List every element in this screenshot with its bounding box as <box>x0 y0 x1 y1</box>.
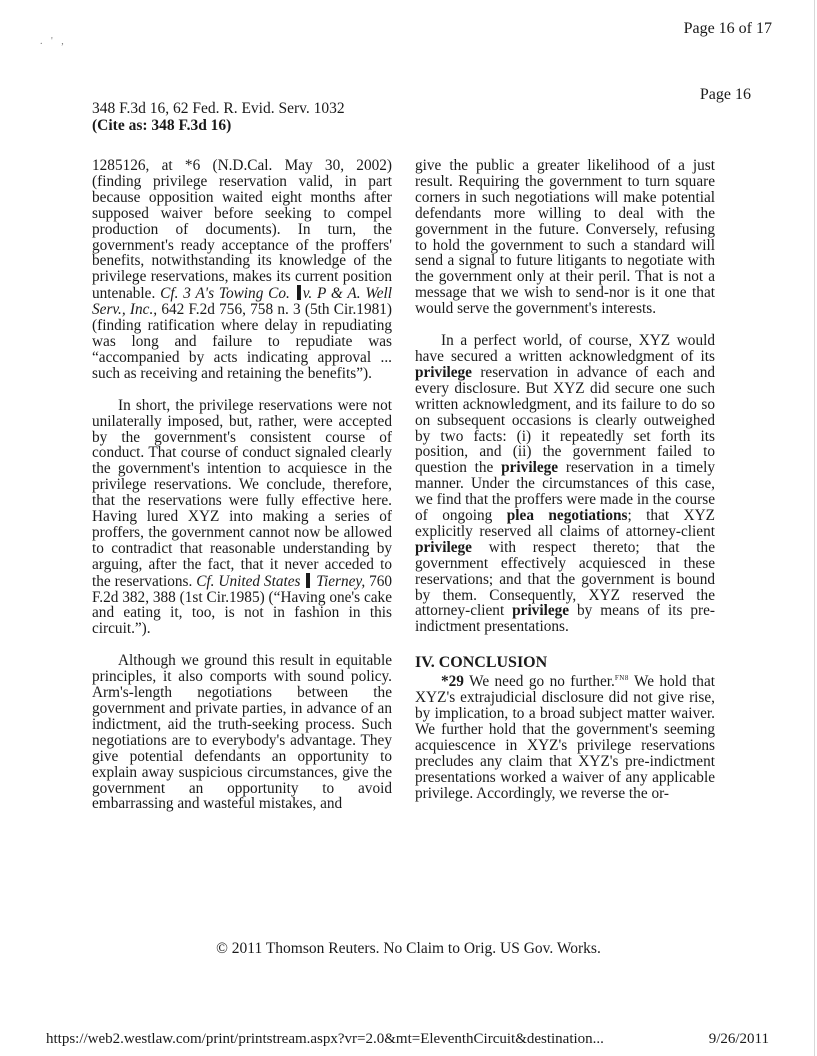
paragraph: give the public a greater likelihood of a just result. Requiring the government to turn square corners in such negotiations will make potential defendants more willing to deal with the government in the future. Conversely, refusing to hold the government to such a standard will send a signal to future litigants to negotiate with the government only at their peril. That is not a message that we wish to send-nor is it one that would serve the government's interests. <box>415 157 715 318</box>
reporter-citation: 348 F.3d 16, 62 Fed. R. Evid. Serv. 1032 <box>92 100 345 117</box>
print-url: https://web2.westlaw.com/print/printstream.aspx?vr=2.0&mt=EleventhCircuit&destination... <box>46 1031 604 1047</box>
citation-block <box>92 100 345 134</box>
text-run: v. <box>302 285 313 303</box>
page-edge-rule <box>814 0 815 1056</box>
text-run: 642 F.2d 756, 758 n. 3 (5th Cir.1981) (finding ratification where delay in repudiating was long and failure to repudiate was “accompanied by acts indicating approval ... such as receiving and retaining the benefits”). <box>92 301 392 382</box>
print-date: 9/26/2011 <box>708 1031 769 1047</box>
cite-as: (Cite as: 348 F.3d 16) <box>92 117 232 134</box>
search-term-highlight: privilege <box>415 538 472 556</box>
paragraph <box>415 333 715 635</box>
text-run: We need go no further. <box>463 673 615 691</box>
case-link[interactable]: 3 A's Towing Co. <box>183 285 290 303</box>
signal-cf: Cf. <box>160 285 179 303</box>
text-run: 760 F.2d 382, 388 (1st Cir.1985) (“Having one's cake and eating it, too, is not in fashion in this circuit.”). <box>92 572 393 638</box>
footnote-link[interactable]: FN8 <box>614 674 629 683</box>
keycite-flag-icon[interactable] <box>297 285 301 300</box>
text-run: In short, the privilege reservations were not unilaterally imposed, but, rather, were accepted by the government's consistent course of conduct. That course of conduct signaled clearly the government's intention to acquiesce in the privilege reservations. We conclude, therefore, that the reservations were fully effective here. Having lured XYZ into making a series of proffers, the government cannot now be allowed to contradict that reasonable understanding by arguing, after the fact, that it never acceded to the reservations. <box>92 396 392 590</box>
search-term-highlight: plea negotiations <box>506 507 628 525</box>
page-of-indicator: Page 16 of 17 <box>683 20 772 37</box>
paragraph <box>415 671 715 801</box>
text-run: 1285126, at *6 (N.D.Cal. May 30, 2002) (finding privilege reservation valid, in part because opposition waited eight months after supposed waiver before seeking to compel production of documents). In turn, the government's ready acceptance of the proffers' benefits, notwithstanding its knowledge of the privilege reservations, makes its current position untenable. <box>92 157 392 303</box>
paragraph <box>92 398 392 638</box>
text-run: ; that XYZ explicitly reserved all claims of attorney-client <box>415 507 715 540</box>
left-column <box>92 158 392 828</box>
search-term-highlight: privilege <box>415 363 472 381</box>
text-run: with respect thereto; that the government effectively acquiesced in these reservations; and that the government is bound by them. Consequently, XYZ reserved the attorney-client <box>415 538 715 620</box>
case-link[interactable]: P & A. Well Serv., Inc., <box>92 285 393 319</box>
text-run: reservation in a timely manner. Under the circumstances of this case, we find that the proffers were made in the course of ongoing <box>415 459 716 525</box>
keycite-flag-icon[interactable] <box>306 573 310 588</box>
search-term-highlight: privilege <box>512 602 570 620</box>
paragraph: Although we ground this result in equitable principles, it also comports with sound policy. Arm's-length negotiations between the government and private parties, in advance of an indictment, aid the truth-seeking process. Such negotiations are to everybody's advantage. They give potential defendants an opportunity to explain away suspicious circumstances, give the government an opportunity to avoid embarrassing and wasteful mistakes, and <box>92 652 392 813</box>
text-run: In a perfect world, of course, XYZ would have secured a written acknowledgment of its <box>415 332 715 365</box>
signal-cf: Cf. <box>196 572 215 590</box>
text-run: reservation in advance of each and every disclosure. But XYZ did secure one such written acknowledgment, and its failure to do so on subsequent occasions is clearly outweighed by two facts: (i) it repeatedly set forth its position, and (ii) the government failed to question the <box>415 363 715 477</box>
paragraph <box>92 158 392 382</box>
star-page-marker: *29 <box>441 673 464 691</box>
copyright-notice: © 2011 Thomson Reuters. No Claim to Orig. US Gov. Works. <box>216 940 601 957</box>
right-column <box>415 158 715 818</box>
text-run: by means of its pre-indictment presentations. <box>415 602 715 636</box>
page-number: Page 16 <box>699 86 751 103</box>
search-term-highlight: privilege <box>501 459 559 477</box>
section-heading: IV. CONCLUSION <box>415 654 548 672</box>
scan-marks: . ' , <box>40 36 67 47</box>
text-run: We hold that XYZ's extrajudicial disclosure did not give rise, by implication, to a broad subject matter waiver. We further hold that the government's seeming acquiescence in XYZ's privilege reservations precludes any claim that XYZ's pre-indictment presentations worked a waiver of any applicable privilege. Accordingly, we reverse the or- <box>415 673 715 802</box>
case-link[interactable]: Tierney, <box>316 572 366 590</box>
case-link[interactable]: United States <box>218 572 301 590</box>
